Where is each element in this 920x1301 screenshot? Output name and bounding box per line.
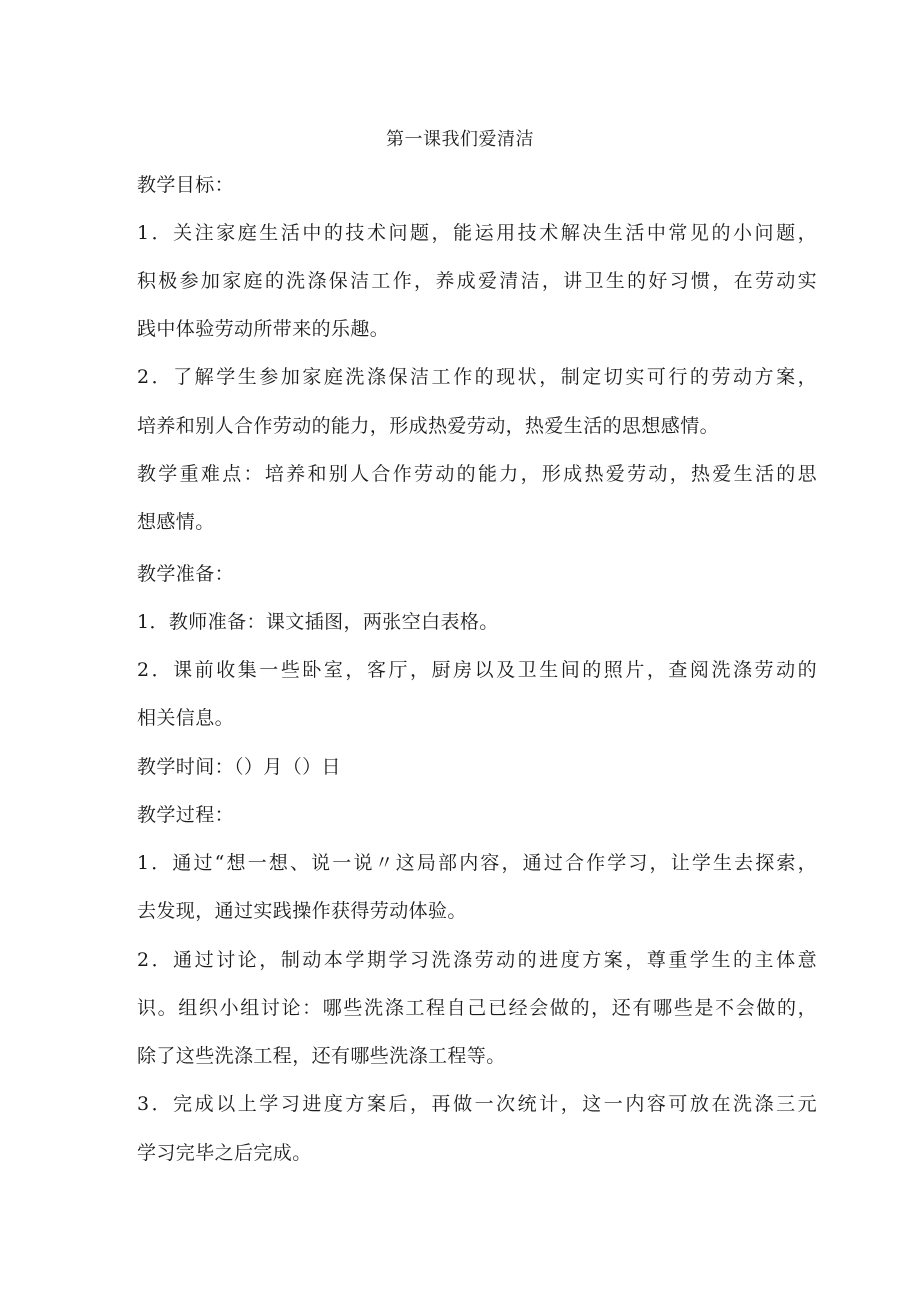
objective-2-line-1: 2．了解学生参加家庭洗涤保洁工作的现状，制定切实可行的劳动方案， <box>137 366 817 388</box>
heading-preparation: 教学准备： <box>137 563 235 585</box>
teaching-time: 教学时间：（）月（）日 <box>137 756 341 778</box>
key-difficulty-line-1: 教学重难点：培养和别人合作劳动的能力，形成热爱劳动，热爱生活的思 <box>137 463 817 485</box>
objective-1-line-1: 1．关注家庭生活中的技术问题，能运用技术解决生活中常见的小问题， <box>137 222 817 244</box>
lesson-title: 第一课我们爱清洁 <box>386 129 534 150</box>
process-1-line-2: 去发现，通过实践操作获得劳动体验。 <box>137 900 467 922</box>
preparation-1: 1．教师准备：课文插图，两张空白表格。 <box>137 611 499 633</box>
process-3-line-1: 3．完成以上学习进度方案后，再做一次统计，这一内容可放在洗涤三元 <box>137 1093 817 1115</box>
key-difficulty-line-2: 想感情。 <box>137 511 215 533</box>
heading-objectives: 教学目标： <box>137 174 235 196</box>
objective-1-line-2: 积极参加家庭的洗涤保洁工作，养成爱清洁，讲卫生的好习惯，在劳动实 <box>137 270 817 292</box>
process-2-line-2: 识。组织小组讨论：哪些洗涤工程自己已经会做的，还有哪些是不会做的， <box>137 997 817 1019</box>
objective-2-line-2: 培养和别人合作劳动的能力，形成热爱劳动，热爱生活的思想感情。 <box>137 415 720 437</box>
heading-process: 教学过程： <box>137 804 235 826</box>
preparation-2-line-1: 2．课前收集一些卧室，客厅，厨房以及卫生间的照片，查阅洗涤劳动的 <box>137 659 817 681</box>
process-2-line-1: 2．通过讨论，制动本学期学习洗涤劳动的进度方案，尊重学生的主体意 <box>137 949 817 971</box>
objective-1-line-3: 践中体验劳动所带来的乐趣。 <box>137 318 390 340</box>
process-2-line-3: 除了这些洗涤工程，还有哪些洗涤工程等。 <box>137 1045 506 1067</box>
process-1-line-1: 1．通过“想一想、说一说〃这局部内容，通过合作学习，让学生去探索， <box>137 852 817 874</box>
process-3-line-2: 学习完毕之后完成。 <box>137 1142 312 1164</box>
preparation-2-line-2: 相关信息。 <box>137 707 235 729</box>
